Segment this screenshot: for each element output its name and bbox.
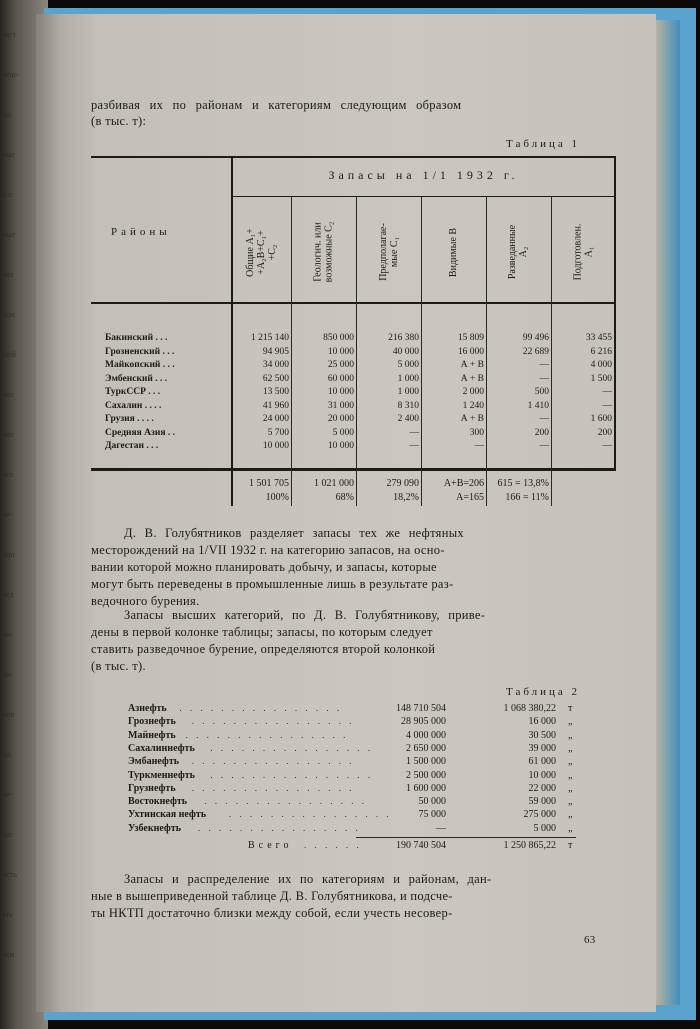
table2-org-name: Узбекнефть [128,822,182,834]
table2-total-rule [356,837,576,838]
page-number: 63 [584,934,596,946]
table1-cell: А + В [460,360,484,370]
table1-cell: 10 000 [262,441,289,451]
table2-unit: „ [568,729,573,741]
para2-line: (в тыс. т). [91,659,146,673]
table2-value-1: 2 650 000 [406,742,446,754]
para3-line: ты НКТП достаточно близки между собой, если учесть несовер- [91,906,453,920]
left-page-fragment: и п [2,190,13,199]
para1-line: Д. В. Голубятников разделяет запасы тех же нефтяных [124,526,464,540]
table1-cell: 1 410 [527,400,549,411]
table2-leader-dots: . . . . . . . . . . . . . . . . [229,809,392,820]
table1-cell: 10 000 [327,387,354,397]
table1-region-name: Сахалин . . . . [105,400,162,411]
para1-line: могут быть переведены в промышленные лишь в результате раз- [91,577,454,591]
table2-org-name: Туркменнефть [128,769,195,781]
table2-label: Таблица 2 [506,686,581,698]
table1-region-name: Средняя Азия . . [105,427,175,438]
table1-total-rule [91,468,616,471]
table2-total-unit: т [568,840,573,851]
left-page-fragment: вает [2,30,17,39]
table2-org-name: Грузнефть [128,782,176,794]
left-page-fragment: ния [2,710,15,719]
table2-leader-dots: . . . . . . . . . . . . . . . . [210,769,374,780]
table1-cell: 60 000 [327,373,354,384]
table1-cell: 5 000 [332,427,354,438]
table1-regions-header: Районы [111,226,171,238]
table1-cell: 22 689 [522,346,549,357]
table1-total-cell: А=165 [456,492,484,503]
table1-total-cell: 1 021 000 [314,478,354,489]
table1-region-name: Майкопский . . . [105,360,175,370]
table1-total-cell: А+В=206 [443,478,484,489]
table1-total-cell: 1 501 705 [249,478,289,489]
table2-value-1: 28 905 000 [401,716,446,728]
table2-unit: „ [568,742,573,754]
left-page-fragment: ено [2,430,14,439]
table1-total-cell: 18,2% [393,492,419,503]
table2-leader-dots: . . . . . . . . . . . . . . . . [204,796,367,807]
left-page-fragment: ред [2,590,14,599]
table1-region-name: ТуркССР . . . [105,387,161,397]
table1-cell: 6 216 [590,346,612,357]
left-page-fragment: лем [2,950,15,959]
table2-unit: „ [568,769,573,781]
intro-line-2: (в тыс. т): [91,114,147,128]
table1-cell: 500 [534,387,549,397]
table1-cell: 40 000 [392,346,419,357]
left-page-fragment: ром [2,310,15,319]
table1-cell: 31 000 [327,400,354,411]
table1-region-name: Дагестан . . . [105,441,159,451]
table1-cell: 33 455 [585,333,612,343]
table1-cell: — [539,441,549,451]
left-page-fragment: ре- [2,790,13,799]
table2-value-2: 22 000 [528,782,556,794]
table1-col-header: Разведанные А₂ [507,224,530,280]
table1-total-cell: 615 = 13,8% [497,478,549,489]
intro-line-1: разбивая их по районам и категориям следующим образом [91,98,462,112]
left-page-fragment: реш- [2,70,19,79]
table1-cell: 8 310 [397,400,419,411]
table1-total-cell: 166 = 11% [505,492,549,503]
table2-leader-dots: . . . . . . [304,840,362,850]
para1-line: месторождений на 1/VII 1932 г. на категорию запасов, на осно- [91,543,445,557]
table2-value-1: 50 000 [418,796,446,808]
table2-unit: „ [568,796,573,808]
left-page-fragment: ика [2,270,14,279]
table1-cell: 1 000 [397,373,419,384]
left-page-fragment: ные [2,230,16,239]
table2-value-2: 16 000 [528,716,556,728]
table1-cell: — [602,387,612,397]
table1-cell: 10 000 [327,441,354,451]
table2-leader-dots: . . . . . . . . . . . . . . . . [179,703,343,713]
table1 [91,156,616,506]
table2-value-1: 1 500 000 [406,756,446,768]
table2-value-2: 61 000 [528,756,556,768]
table1-cell: 34 000 [262,360,289,370]
table1-cell: А + В [460,414,484,424]
book-page [36,14,656,1012]
table1-cell: 5 700 [267,427,289,438]
table2-total-2: 1 250 865,22 [503,840,556,851]
table2-leader-dots: . . . . . . . . . . . . . . . . [191,756,355,767]
table1-region-name: Эмбенский . . . [105,373,168,384]
table1-cell: — [409,441,419,451]
table1-cell: 62 500 [262,373,289,384]
table1-cell: — [539,360,549,370]
table2-value-2: 59 000 [528,796,556,808]
table1-main-header: Запасы на 1/1 1932 г. [328,168,519,182]
left-page-fragment: ых [2,110,12,119]
para2-line: ставить разведочное бурение, определяются второй колонкой [91,642,436,656]
table1-cell: 850 000 [323,333,354,343]
table1-cell: 5 000 [397,360,419,370]
table1-cell: — [539,414,549,424]
table2-value-2: 275 000 [523,809,556,821]
table1-cell: 1 215 140 [251,333,289,343]
left-page-fragment: ди- [2,670,14,679]
table2-org-name: Сахалиннефть [128,742,195,754]
table2-value-2: 1 068 380,22 [503,703,556,714]
table1-col-header: Видимые В [448,227,459,277]
table2-value-1: 1 600 000 [406,782,446,794]
para2-line: дены в первой колонке таблицы; запасы, по которым следует [91,625,433,639]
left-page-fragment: ию [2,630,13,639]
table2-leader-dots: . . . . . . . . . . . . . . . . [191,782,355,793]
table2-value-1: 4 000 000 [406,729,446,741]
table2-org-name: Эмбанефть [128,756,180,768]
table1-cell: 2 000 [462,387,484,397]
table1-cell: 13 500 [262,387,289,397]
table2-value-2: 5 000 [533,822,556,834]
table2-value-2: 10 000 [528,769,556,781]
table2-unit: „ [568,756,573,768]
left-page-fragment: шей [2,350,16,359]
table2-leader-dots: . . . . . . . . . . . . . . . . [198,822,361,833]
left-page-fragment: ять [2,910,13,919]
table2-unit: „ [568,716,573,728]
table2-value-2: 30 500 [528,729,556,741]
para3-line: Запасы и распределение их по категориям и районам, дан- [124,872,492,886]
table1-cell: 216 380 [388,333,419,343]
table1-total-cell: 279 090 [386,478,419,489]
table2-value-1: — [436,822,446,834]
para1-line: вании которой можно планировать добычу, и запасы, которые [91,560,437,574]
left-page-fragment: ого [2,470,14,479]
table1-cell: 1 240 [462,400,484,411]
table2-value-2: 39 000 [528,742,556,754]
table1-cell: — [602,400,612,411]
left-page-fragment: бые [2,150,15,159]
table1-header-rule [231,196,616,197]
table1-col-header: Общие А₁+ +А₂В+С₁+ +С₂ [244,227,278,277]
table1-region-name: Бакинский . . . [105,333,168,343]
para3-line: ные в вышеприведенной таблице Д. В. Голубятникова, и подсче- [91,889,453,903]
table2-total-label: Всего [248,840,293,851]
para2-line: Запасы высших категорий, по Д. В. Голубятникову, приве- [124,608,486,622]
table2-value-1: 2 500 000 [406,769,446,781]
table1-cell: 99 496 [522,333,549,343]
table2-unit: „ [568,822,573,834]
table1-cell: А + В [460,373,484,384]
table1-cell: 200 [597,427,612,438]
table2-value-1: 148 710 504 [396,703,446,714]
table2-leader-dots: . . . . . . . . . . . . . . . . [185,729,349,740]
table2-value-1: 75 000 [418,809,446,821]
table1-cell: — [602,441,612,451]
left-page-fragment: вно [2,390,15,399]
table1-cell: 200 [534,427,549,438]
table1-cell: 94 905 [262,346,289,357]
left-page-fragment: ре- [2,510,13,519]
table1-cell: — [539,373,549,384]
left-page-fragment: ость [2,870,17,879]
table2-org-name: Грознефть [128,716,176,728]
table1-cell: 4 000 [590,360,612,370]
table1-col-header: Геологич. или возможные С₂ [312,221,335,283]
table1-top-rule [91,156,616,158]
table2-unit: „ [568,809,573,821]
table1-region-name: Грозненский . . . [105,346,175,357]
left-page-fragment: дии [2,550,15,559]
table1-cell: 20 000 [327,414,354,424]
table2-org-name: Ухтинская нефть [128,809,207,821]
left-page-fragment: ых [2,750,12,759]
table1-body-rule [91,302,616,304]
table1-total-cell: 100% [265,492,289,503]
table1-cell: 1 000 [397,387,419,397]
table2-org-name: Азнефть [128,703,167,714]
table1-cell: 1 600 [590,414,612,424]
table2-leader-dots: . . . . . . . . . . . . . . . . [210,742,374,753]
table1-cell: 300 [469,427,484,438]
table1-cell: 1 500 [590,373,612,384]
table1-label: Таблица 1 [506,138,581,150]
table1-cell: 24 000 [262,414,289,424]
table2-total-1: 190 740 504 [396,840,446,851]
table1-total-cell: 68% [335,492,354,503]
table1-cell: 15 809 [457,333,484,343]
left-page-fragment: кат [2,830,13,839]
table2-org-name: Востокнефть [128,796,188,808]
table1-col-header: Подготовлен. А₁ [572,223,595,281]
table1-col-header: Предполагае- мые С₁ [377,223,400,281]
table1-cell: — [409,427,419,438]
table2-unit: т [568,703,573,714]
table1-cell: 16 000 [457,346,484,357]
table2-unit: „ [568,782,573,794]
table1-cell: 41 960 [262,400,289,411]
table2-org-name: Майнефть [128,729,176,741]
para1-line: ведочного бурения. [91,594,200,608]
table2-leader-dots: . . . . . . . . . . . . . . . . [191,716,355,727]
table1-cell: 2 400 [397,414,419,424]
table1-cell: — [474,441,484,451]
table1-cell: 10 000 [327,346,354,357]
table1-region-name: Грузия . . . . [105,414,154,424]
table1-cell: 25 000 [327,360,354,370]
